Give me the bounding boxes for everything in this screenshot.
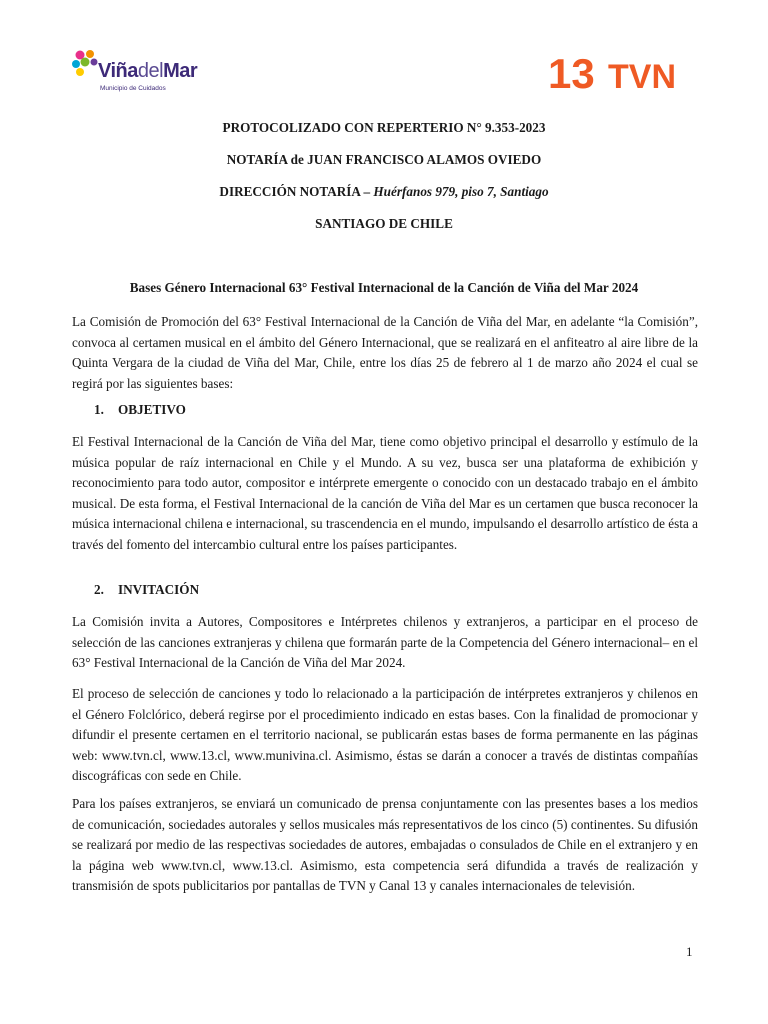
section-heading-objetivo: [94, 402, 186, 418]
tvn-13-logo: [546, 52, 691, 94]
header-city: SANTIAGO DE CHILE: [315, 216, 453, 231]
header-notaria: NOTARÍA de JUAN FRANCISCO ALAMOS OVIEDO: [226, 152, 542, 167]
section-number: 2.: [94, 582, 104, 597]
section-heading-invitacion: [94, 582, 199, 598]
header-direccion-label: DIRECCIÓN NOTARÍA –: [219, 184, 374, 199]
document-title: Bases Género Internacional 63° Festival Internacional de la Canción de Viña del Mar 2024: [129, 280, 639, 295]
tvn-text: TVN: [608, 58, 676, 94]
page-number: 1: [686, 944, 693, 959]
header-direccion-address: Huérfanos 979, piso 7, Santiago: [373, 184, 549, 199]
section-heading-text: INVITACIÓN: [118, 582, 200, 597]
invitacion-paragraph-1: La Comisión invita a Autores, Compositores e Intérpretes chilenos y extranjeros, a participar en el proceso de selección de las canciones extranjeras y chilena que formarán parte de la Competencia del Género internacional– en el 63° Festival Internacional de la Canción de Viña del Mar 2024.: [72, 614, 698, 671]
vina-brand-text: ViñadelMar: [98, 60, 198, 82]
intro-paragraph: La Comisión de Promoción del 63° Festival Internacional de la Canción de Viña del Mar, en adelante “la Comisión”, convoca al certamen musical en el ámbito del Género Internacional, que se realizará en el anfiteatro al aire libre de la Quinta Vergara de la ciudad de Viña del Mar, Chile, entre los días 25 de febrero al 1 de marzo año 2024 el cual se regirá por las siguientes bases:: [72, 314, 698, 391]
header-repertorio: PROTOCOLIZADO CON REPERTERIO N° 9.353-2023: [222, 120, 546, 135]
objetivo-paragraph: El Festival Internacional de la Canción de Viña del Mar, tiene como objetivo principal el desarrollo y estímulo de la música popular de raíz internacional en Chile y el Mundo. A su vez, busca ser una plataforma de exhibición y reconocimiento para todo autor, compositor e intérprete emergente o conocido con un destacado trabajo en el ámbito musical. De esta forma, el Festival Internacional de la canción de Viña del Mar es un certamen que busca reconocer la música internacional chilena e internacional, su trascendencia en el mundo, impulsando el desarrollo artístico de ésta a través del fomento del intercambio cultural entre los países participantes.: [72, 434, 698, 552]
header-direccion: [0, 184, 768, 200]
section-number: 1.: [94, 402, 104, 417]
vina-subtitle: Municipio de Cuidados: [100, 85, 166, 92]
vina-del-mar-logo: [72, 50, 212, 96]
invitacion-paragraph-2: El proceso de selección de canciones y todo lo relacionado a la participación de intérpretes extranjeros y chilenos en el Género Folclórico, deberá regirse por el procedimiento indicado en estas bases. Con la finalidad de promocionar y difundir el presente certamen en el territorio nacional, se publicarán estas bases de forma permanente en las páginas web: www.tvn.cl, www.13.cl, www.munivina.cl. Asimismo, éstas se darán a conocer a través de distintas compañías discográficas con sede en Chile.: [72, 686, 698, 784]
invitacion-paragraph-3: Para los países extranjeros, se enviará un comunicado de prensa conjuntamente con las presentes bases a los medios de comunicación, sociedades autorales y sellos musicales más representativos de los cinco (5) continentes. Su difusión se realizará por medio de las respectivas sociedades de autores, embajadas o consulados de Chile en el extranjero y en la página web www.tvn.cl, www.13.cl. Asimismo, esta competencia será difundida a través de realización y transmisión de spots publicitarios por pantallas de TVN y Canal 13 y canales internacionales de televisión.: [72, 796, 698, 894]
section-heading-text: OBJETIVO: [118, 402, 186, 417]
tvn-13-number: 13: [548, 52, 595, 94]
